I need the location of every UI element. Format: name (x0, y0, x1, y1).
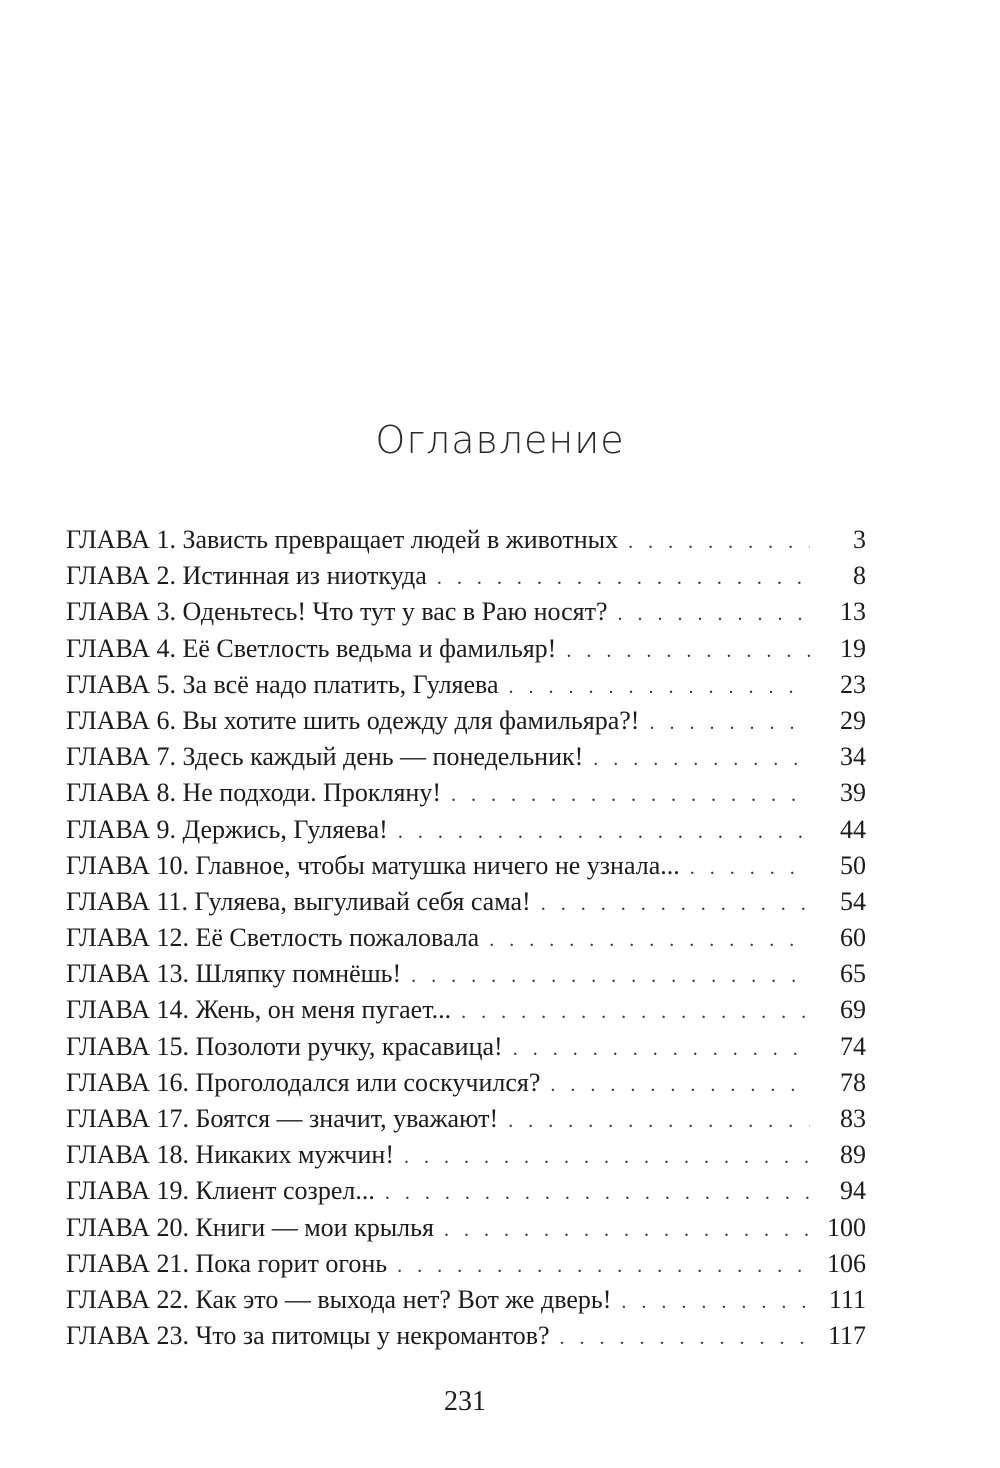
dot-leader (541, 886, 810, 922)
toc-entry-page: 54 (840, 886, 866, 916)
dot-leader (513, 1031, 810, 1067)
toc-entry-label: ГЛАВА 4. Её Светлость ведьма и фамильяр! (66, 633, 557, 663)
toc-entry-page: 111 (828, 1284, 866, 1314)
toc-entry[interactable] (66, 1137, 866, 1173)
dot-leader (489, 922, 810, 958)
toc-entry-page: 34 (840, 742, 866, 772)
dot-leader (451, 777, 810, 813)
toc-entry-page: 74 (840, 1031, 866, 1061)
toc-entry[interactable] (66, 1318, 866, 1354)
toc-entry-label: ГЛАВА 5. За всё надо платить, Гуляева (66, 669, 499, 699)
toc-entry[interactable] (66, 558, 866, 594)
toc-entry[interactable] (66, 631, 866, 667)
toc-entry-label: ГЛАВА 1. Зависть превращает людей в животных (66, 525, 619, 554)
toc-entry-label: ГЛАВА 19. Клиент созрел... (66, 1176, 375, 1206)
toc-entry[interactable] (66, 703, 866, 739)
toc-entry-label: ГЛАВА 8. Не подходи. Прокляну! (66, 778, 441, 808)
toc-entry[interactable] (66, 992, 866, 1028)
page-title: Оглавление (375, 418, 625, 462)
dot-leader (628, 524, 810, 560)
dot-leader (461, 994, 810, 1030)
toc-entry-page: 23 (840, 669, 866, 699)
toc-entry-page: 69 (840, 995, 866, 1025)
toc-entry[interactable] (66, 739, 866, 775)
toc-entry-page: 19 (840, 633, 866, 663)
dot-leader (690, 850, 810, 886)
toc-entry-label: ГЛАВА 17. Боятся — значит, уважают! (66, 1104, 499, 1133)
page-number: 231 (444, 1386, 486, 1417)
dot-leader (508, 1103, 810, 1139)
dot-leader (566, 633, 810, 669)
toc-entry-page: 39 (840, 778, 866, 808)
dot-leader (618, 596, 810, 632)
dot-leader (560, 1320, 810, 1356)
dot-leader (649, 705, 810, 741)
toc-entry-page: 8 (853, 561, 866, 591)
toc-entry-label: ГЛАВА 14. Жень, он меня пугает... (66, 995, 452, 1025)
toc-entry-label: ГЛАВА 2. Истинная из ниоткуда (66, 561, 427, 591)
toc-entry-label: ГЛАВА 18. Никаких мужчин! (66, 1140, 394, 1170)
toc-entry-page: 3 (853, 525, 866, 554)
dot-leader (444, 1212, 810, 1248)
toc-entry-label: ГЛАВА 16. Проголодался или соскучился? (66, 1067, 541, 1097)
toc-entry[interactable] (66, 1101, 866, 1137)
toc-entry-label: ГЛАВА 23. Что за питомцы у некромантов? (66, 1321, 550, 1351)
dot-leader (398, 814, 810, 850)
toc-entry-label: ГЛАВА 12. Её Светлость пожаловала (66, 923, 480, 953)
toc-entry[interactable] (66, 1173, 866, 1209)
toc-entry-label: ГЛАВА 21. Пока горит огонь (66, 1248, 388, 1278)
toc-entry[interactable] (66, 956, 866, 992)
toc-entry-label: ГЛАВА 15. Позолоти ручку, красавица! (66, 1031, 503, 1061)
toc-entry[interactable] (66, 1282, 866, 1318)
toc-entry[interactable] (66, 1246, 866, 1282)
dot-leader (621, 1284, 810, 1320)
dot-leader (404, 1139, 810, 1175)
dot-leader (437, 560, 810, 596)
toc-entry[interactable] (66, 1065, 866, 1101)
toc-entry-page: 44 (840, 814, 866, 844)
toc-entry-label: ГЛАВА 13. Шляпку помнёшь! (66, 959, 402, 989)
toc-entry-page: 65 (840, 959, 866, 989)
toc-entry-page: 100 (827, 1212, 866, 1242)
toc-entry[interactable] (66, 594, 866, 630)
dot-leader (411, 958, 810, 994)
dot-leader (593, 741, 810, 777)
toc-entry-page: 89 (840, 1140, 866, 1170)
toc-entry[interactable] (66, 920, 866, 956)
dot-leader (509, 669, 810, 705)
toc-entry[interactable] (66, 812, 866, 848)
toc-entry-label: ГЛАВА 11. Гуляева, выгуливай себя сама! (66, 886, 531, 916)
toc-entry-label: ГЛАВА 10. Главное, чтобы матушка ничего не узнала... (66, 850, 680, 880)
table-of-contents (66, 522, 866, 1354)
toc-entry[interactable] (66, 1210, 866, 1246)
dot-leader (385, 1175, 810, 1211)
dot-leader (397, 1248, 810, 1284)
toc-entry[interactable] (66, 848, 866, 884)
toc-entry-page: 78 (840, 1067, 866, 1097)
toc-entry-page: 50 (840, 850, 866, 880)
toc-entry-label: ГЛАВА 9. Держись, Гуляева! (66, 814, 388, 844)
toc-entry-page: 29 (840, 705, 866, 735)
toc-entry-label: ГЛАВА 7. Здесь каждый день — понедельник! (66, 742, 584, 772)
toc-entry[interactable] (66, 884, 866, 920)
toc-entry[interactable] (66, 1029, 866, 1065)
toc-entry-page: 13 (840, 597, 866, 627)
toc-entry-page: 83 (840, 1104, 866, 1133)
toc-entry-label: ГЛАВА 20. Книги — мои крылья (66, 1212, 434, 1242)
toc-entry-page: 117 (827, 1321, 866, 1351)
toc-entry-page: 94 (840, 1176, 866, 1206)
toc-entry-label: ГЛАВА 3. Оденьтесь! Что тут у вас в Раю носят? (66, 597, 608, 627)
toc-entry[interactable] (66, 522, 866, 558)
toc-entry-label: ГЛАВА 6. Вы хотите шить одежду для фамильяра?! (66, 705, 640, 735)
toc-entry[interactable] (66, 667, 866, 703)
toc-entry-label: ГЛАВА 22. Как это — выхода нет? Вот же дверь! (66, 1284, 612, 1314)
toc-entry-page: 106 (827, 1248, 866, 1278)
toc-entry[interactable] (66, 775, 866, 811)
toc-entry-page: 60 (840, 923, 866, 953)
dot-leader (550, 1067, 810, 1103)
